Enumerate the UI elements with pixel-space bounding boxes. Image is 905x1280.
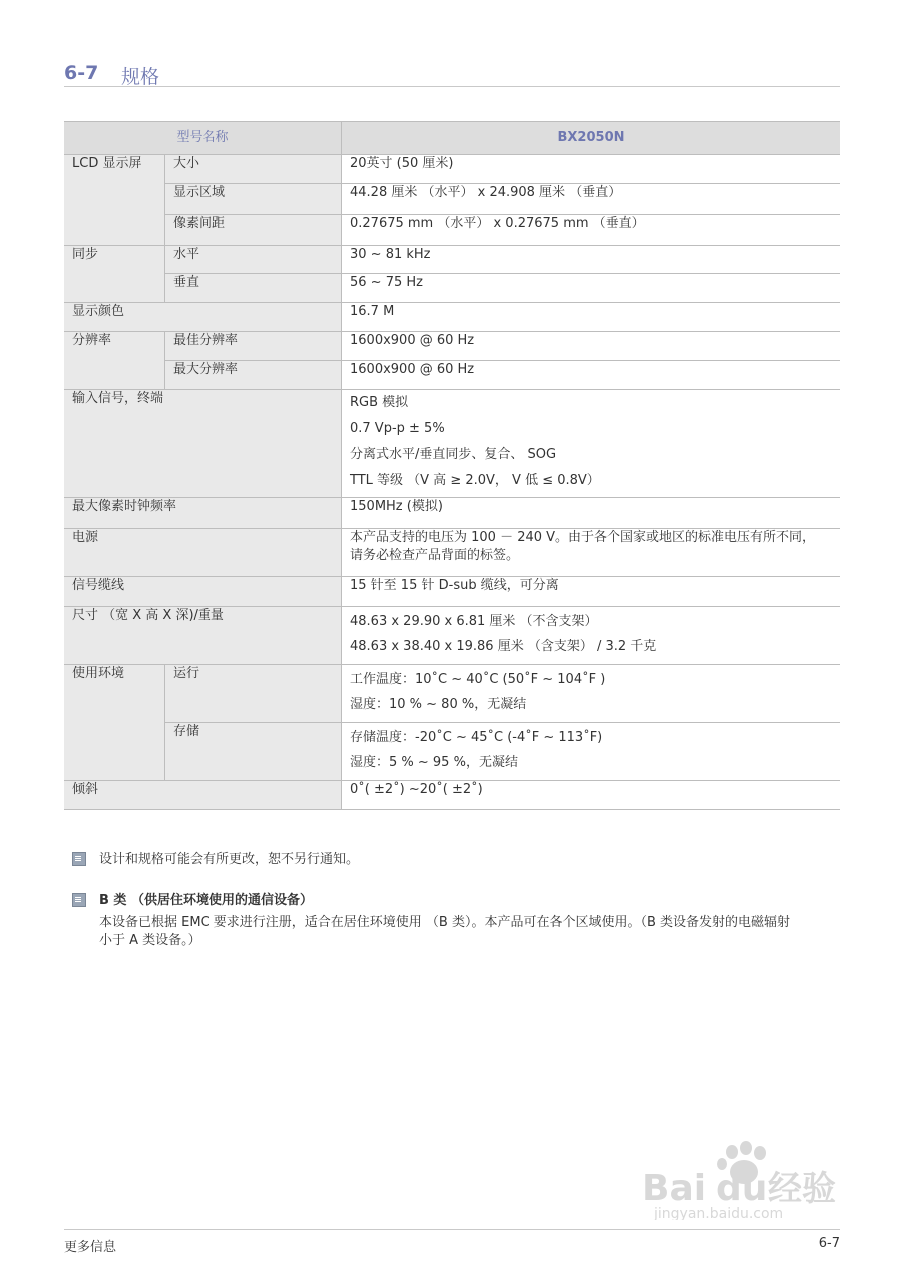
value-line: 工作温度：10˚C ~ 40˚C (50˚F ~ 104˚F )	[350, 672, 606, 687]
watermark-bai: Bai	[642, 1168, 707, 1209]
cell-value: 20英寸 (50 厘米)	[342, 155, 841, 184]
cell-value: 16.7 M	[342, 303, 841, 332]
value-line: 存储温度：-20˚C ~ 45˚C (-4˚F ~ 113˚F)	[350, 730, 603, 745]
cell-value: 1600x900 @ 60 Hz	[342, 332, 841, 361]
table-row	[64, 723, 840, 781]
cell-value	[342, 723, 841, 781]
cell-value: 1600x900 @ 60 Hz	[342, 361, 841, 390]
watermark-url: jingyan.baidu.com	[654, 1206, 784, 1220]
row-label-power: 电源	[64, 529, 342, 577]
row-label-lcd: LCD 显示屏	[64, 155, 165, 246]
table-row	[64, 246, 840, 274]
section-header	[64, 60, 840, 87]
cell-value: 0˚( ±2˚) ~20˚( ±2˚)	[342, 781, 841, 810]
note-title: B 类 （供居住环境使用的通信设备）	[99, 893, 313, 908]
cell-value	[342, 665, 841, 723]
cell-value: 150MHz (模拟)	[342, 498, 841, 529]
column-header-model: BX2050N	[342, 122, 841, 155]
row-label-pixel-clock: 最大像素时钟频率	[64, 498, 342, 529]
sub-label: 垂直	[165, 274, 342, 303]
value-line: 本产品支持的电压为 100 － 240 V。由于各个国家或地区的标准电压有所不同，	[350, 530, 816, 545]
cell-value: 56 ~ 75 Hz	[342, 274, 841, 303]
spec-table	[64, 121, 840, 810]
table-row	[64, 781, 840, 810]
cell-value: 44.28 厘米 （水平） x 24.908 厘米 （垂直）	[342, 184, 841, 215]
table-row	[64, 155, 840, 184]
cell-value	[342, 529, 841, 577]
sub-label: 显示区域	[165, 184, 342, 215]
table-row	[64, 215, 840, 246]
cell-value	[342, 607, 841, 665]
page-number: 6-7	[818, 1236, 840, 1251]
row-label-input: 输入信号，终端	[64, 390, 342, 498]
sub-label: 存储	[165, 723, 342, 781]
table-row	[64, 390, 840, 498]
row-label-tilt: 倾斜	[64, 781, 342, 810]
table-row	[64, 529, 840, 577]
table-row	[64, 274, 840, 303]
note-text: 小于 A 类设备。）	[99, 933, 201, 948]
table-row	[64, 498, 840, 529]
sub-label: 大小	[165, 155, 342, 184]
watermark-jingyan: 经验	[768, 1169, 836, 1209]
value-line: 48.63 x 38.40 x 19.86 厘米 （含支架） / 3.2 千克	[350, 639, 657, 654]
row-label-resolution: 分辨率	[64, 332, 165, 390]
sub-label: 最佳分辨率	[165, 332, 342, 361]
note-text: 本设备已根据 EMC 要求进行注册，适合在居住环境使用 （B 类）。本产品可在各个区域使用。（B 类设备发射的电磁辐射	[99, 915, 791, 930]
table-row	[64, 184, 840, 215]
page-footer	[64, 1229, 840, 1255]
cell-value: 15 针至 15 针 D-sub 缆线，可分离	[342, 577, 841, 607]
row-label-cable: 信号缆线	[64, 577, 342, 607]
cell-value	[342, 390, 841, 498]
value-line: RGB 模拟	[350, 395, 409, 410]
row-label-color: 显示颜色	[64, 303, 342, 332]
row-label-sync: 同步	[64, 246, 165, 303]
section-title: 规格	[121, 66, 160, 88]
value-line: 48.63 x 29.90 x 6.81 厘米 （不含支架）	[350, 614, 598, 629]
table-row	[64, 665, 840, 723]
table-row	[64, 607, 840, 665]
table-row	[64, 332, 840, 361]
table-row	[64, 361, 840, 390]
watermark-du: du	[716, 1168, 768, 1209]
note-class-b	[72, 892, 842, 950]
table-row	[64, 577, 840, 607]
sub-label: 最大分辨率	[165, 361, 342, 390]
cell-value: 30 ~ 81 kHz	[342, 246, 841, 274]
value-line: 湿度：5 % ~ 95 %，无凝结	[350, 755, 518, 770]
value-line: 请务必检查产品背面的标签。	[350, 548, 520, 563]
sub-label: 像素间距	[165, 215, 342, 246]
note-icon	[72, 893, 86, 907]
table-header-row	[64, 122, 840, 155]
row-label-dimensions: 尺寸 （宽 X 高 X 深)/重量	[64, 607, 342, 665]
sub-label: 运行	[165, 665, 342, 723]
note-spec-change	[72, 851, 359, 869]
value-line: TTL 等级 （V 高 ≥ 2.0V， V 低 ≤ 0.8V）	[350, 473, 600, 488]
sub-label: 水平	[165, 246, 342, 274]
footer-section-label: 更多信息	[64, 1240, 117, 1255]
value-line: 分离式水平/垂直同步、复合、 SOG	[350, 447, 557, 462]
row-label-environment: 使用环境	[64, 665, 165, 781]
table-row	[64, 303, 840, 332]
value-line: 0.7 Vp-p ± 5%	[350, 421, 445, 436]
section-number: 6-7	[64, 62, 99, 84]
baidu-watermark	[640, 1140, 850, 1220]
note-text: 设计和规格可能会有所更改，恕不另行通知。	[99, 852, 360, 867]
column-header-label: 型号名称	[64, 122, 342, 155]
note-icon	[72, 852, 86, 866]
cell-value: 0.27675 mm （水平） x 0.27675 mm （垂直）	[342, 215, 841, 246]
value-line: 湿度：10 % ~ 80 %，无凝结	[350, 697, 527, 712]
